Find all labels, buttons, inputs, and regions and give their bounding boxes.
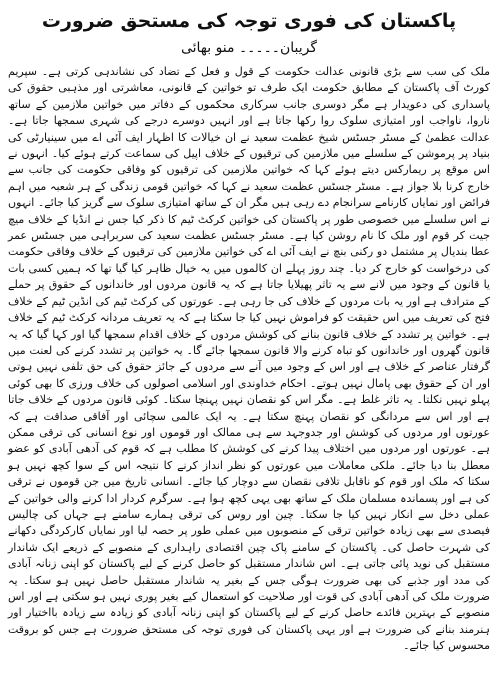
body-paragraph: ملک کی سب سے بڑی قانونی عدالت حکومت کے قول و فعل کے تضاد کی نشاندہی کرتی ہے۔ سپریم کورٹ آف پاکستان کے مطابق حکومت ایک طرف تو خواتین کے قانونی، معاشرتی اور مذہبی حقوق کی پاسداری کی دعویدار ہے مگر دوسری جانب سرکاری محکموں کے دفاتر میں خواتین ملازمین کے ساتھ ناروا، ناواجب اور امتیازی سلوک روا رکھا جاتا ہے اور انہیں دوسرے درجے کی شہری سمجھا جاتا ہے۔ عدالت عظمیٰ کے مسٹر جسٹس شیخ عظمت سعید نے ان خیالات کا اظہار ایف آئی اے میں سینیارٹی کی بنیاد پر پرموشن کے سلسلے میں ملازمین کی ترقیوں کے خلاف اپیل کی سماعت کرتے ہوئے کیا۔ انہوں نے اس موقع پر ریمارکس دیتے ہوئے کہا کہ خواتین ملازمین کی ترقیوں کو وفاقی حکومت کی جانب سے خارج کرنا بلا جواز ہے۔ مسٹر جسٹس عظمت سعید نے کہا کہ خواتین قومی زندگی کے ہر شعبہ میں اہم فرائض اور نمایاں کارنامے سرانجام دے رہی ہیں مگر ان کے ساتھ امتیازی سلوک سے گریز کیا جائے۔ انہوں نے اس سلسلے میں خصوصی طور پر پاکستان کی خواتین کرکٹ ٹیم کا ذکر کیا جس نے انڈیا کے خلاف میچ جیت کر قوم اور ملک کا نام روشن کیا ہے۔ مسٹر جسٹس عظمت سعید کی سربراہی میں جسٹس عمر عطا بندیال پر مشتمل دو رکنی بنچ نے ایف آئی اے کی خواتین ملازمین کی ترقیوں کے خلاف وفاقی حکومت کی درخواست کو خارج کر دیا۔ چند روز پہلے ان کالموں میں یہ خیال ظاہر کیا گیا تھا کہ ہمیں کسی بات یا قانون کے وجود میں لانے سے یہ تاثر پھیلایا جاتا ہے کہ یہ قانون مردوں اور خاندانوں کے حقوق پر حملے کے مترادف ہے اور یہ بات مردوں کے خلاف کی جا رہی ہے۔ عورتوں کی کرکٹ ٹیم کی انڈین ٹیم کے خلاف فتح کی تعریف میں اس حقیقت کو فراموش نہیں کیا جا سکتا ہے کہ یہ تعریف مردانہ کرکٹ ٹیم کے خلاف ہے۔ خواتین پر تشدد کے خلاف قانون بنانے کی کوشش مردوں کے خلاف اقدام سمجھا گیا اور کہا گیا کہ یہ قانون گھروں اور خاندانوں کو تباہ کرنے والا قانون سمجھا جائے گا۔ یہ خواتین پر تشدد کرنے کی لعنت میں گرفتار عناصر کے خلاف ہے اور اس کے وجود میں آنے سے مردوں کے جائز حقوق کی حق تلفی نہیں ہوتی اور ان کے حقوق بھی پامال نہیں ہوتے۔ احکام خداوندی اور اسلامی اصولوں کی خلاف ورزی کا بھی کوئی پہلو نہیں نکلتا۔ یہ تاثر غلط ہے۔ مگر اس کو نقصان نہیں پہنچا سکتا۔ کوئی قانون مردوں کے خلاف جاتا ہے اور اس سے مردانگی کو نقصان پہنچ سکتا ہے۔ یہ ایک عالمی سچائی اور آفاقی صداقت ہے کہ عورتوں اور مردوں کی کوشش اور جدوجہد سے ہی ممالک اور قوموں اور نوع انسانی کی ترقی ممکن ہے۔ عورتوں اور مردوں میں اختلاف پیدا کرنے کی کوشش کا مطلب ہے کہ قوم کی آدھی آبادی کو عضو معطل بنا دیا جائے۔ ملکی معاملات میں عورتوں کو نظر انداز کرنے کا نتیجہ اس کے سوا کچھ نہیں ہو سکتا کہ ملک اور قوم کو ناقابل تلافی نقصان سے دوچار کیا جائے۔ انسانی تاریخ میں جن قوموں نے ترقی کی ہے اور پسماندہ مسلمان ملک کے ساتھ بھی یہی کچھ ہوا ہے۔ سرگرم کردار ادا کرنے والی خواتین کے عملی دخل سے انکار نہیں کیا جا سکتا۔ چین اور روس کی ترقی ہمارے سامنے ہے جہاں کی چالیس فیصدی سے بھی زیادہ خواتین ترقی کے منصوبوں میں عملی طور پر حصہ لیا اور نمایاں کارکردگی دکھانے کی شہرت حاصل کی۔ پاکستان کے سامنے پاک چین اقتصادی راہداری کے منصوبے کے ذریعے ایک شاندار مستقبل کی نوید پائی جاتی ہے۔ اس شاندار مستقبل کو حاصل کرنے کے لیے پاکستان کو اپنی زنانہ آبادی کی مدد اور جذبے کی بھی ضرورت ہوگی جس کے بغیر یہ شاندار مستقبل حاصل نہیں ہو سکتا۔ یہ ضرورت ملک کی آدھی آبادی کی قوت اور صلاحیت کو استعمال کیے بغیر پوری نہیں ہو سکتی ہے اور اس منصوبے کے بہترین فائدے حاصل کرنے کے لیے پاکستان کو اپنی زنانہ آبادی کو زیادہ سے زیادہ بااختیار اور ہنرمند بنانے کی ضرورت ہے اور یہی پاکستان کی فوری توجہ کی مستحق ضرورت ہے جس کو بروقت محسوس کیا جائے۔ (8, 65, 490, 653)
column-title: پاکستان کی فوری توجہ کی مستحق ضرورت (41, 10, 457, 32)
column-body (8, 64, 490, 655)
column-byline: گریبان۔۔۔۔۔ منو بھائی (180, 40, 318, 56)
